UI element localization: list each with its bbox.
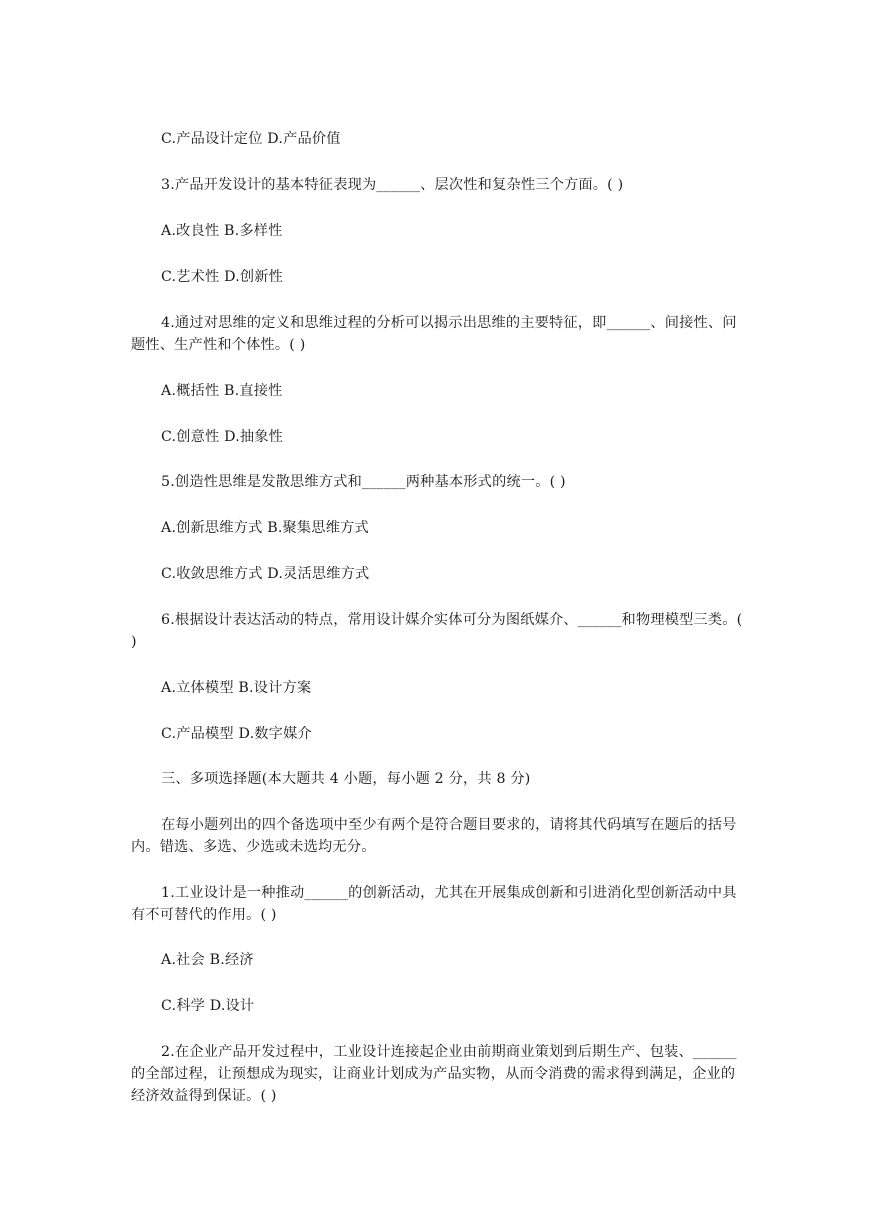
- option-line-c-d: C.产品设计定位 D.产品价值: [161, 131, 341, 147]
- section-heading: 三、多项选择题(本大题共 4 小题，每小题 2 分，共 8 分): [161, 771, 531, 787]
- option-line-c-d: C.收敛思维方式 D.灵活思维方式: [161, 566, 370, 582]
- question-3: 3.产品开发设计的基本特征表现为______、层次性和复杂性三个方面。( ): [161, 177, 624, 193]
- option-line-c-d: C.艺术性 D.创新性: [161, 269, 284, 285]
- question-1: 1.工业设计是一种推动______的创新活动，尤其在开展集成创新和引进消化型创新活动中具有不可替代的作用。( ): [131, 885, 737, 923]
- option-line-c-d: C.创意性 D.抽象性: [161, 429, 284, 445]
- option-line-a-b: A.社会 B.经济: [161, 952, 254, 968]
- question-6: 6.根据设计表达活动的特点，常用设计媒介实体可分为图纸媒介、______和物理模型三类。( ): [131, 612, 743, 650]
- question-2: 2.在企业产品开发过程中，工业设计连接起企业由前期商业策划到后期生产、包装、______的全部过程，让预想成为现实，让商业计划成为产品实物，从而令消费的需求得到满足，企业的经济效益得到保证。( ): [131, 1044, 737, 1104]
- option-line-a-b: A.改良性 B.多样性: [161, 223, 283, 239]
- option-line-a-b: A.立体模型 B.设计方案: [161, 680, 312, 696]
- section-instructions: 在每小题列出的四个备选项中至少有两个是符合题目要求的，请将其代码填写在题后的括号内。错选、多选、少选或未选均无分。: [131, 817, 737, 855]
- option-line-c-d: C.产品模型 D.数字媒介: [161, 726, 312, 742]
- question-4: 4.通过对思维的定义和思维过程的分析可以揭示出思维的主要特征，即______、间接性、问题性、生产性和个体性。( ): [131, 315, 737, 353]
- option-line-c-d: C.科学 D.设计: [161, 998, 255, 1014]
- question-5: 5.创造性思维是发散思维方式和______两种基本形式的统一。( ): [161, 474, 566, 490]
- option-line-a-b: A.概括性 B.直接性: [161, 383, 283, 399]
- option-line-a-b: A.创新思维方式 B.聚集思维方式: [161, 520, 369, 536]
